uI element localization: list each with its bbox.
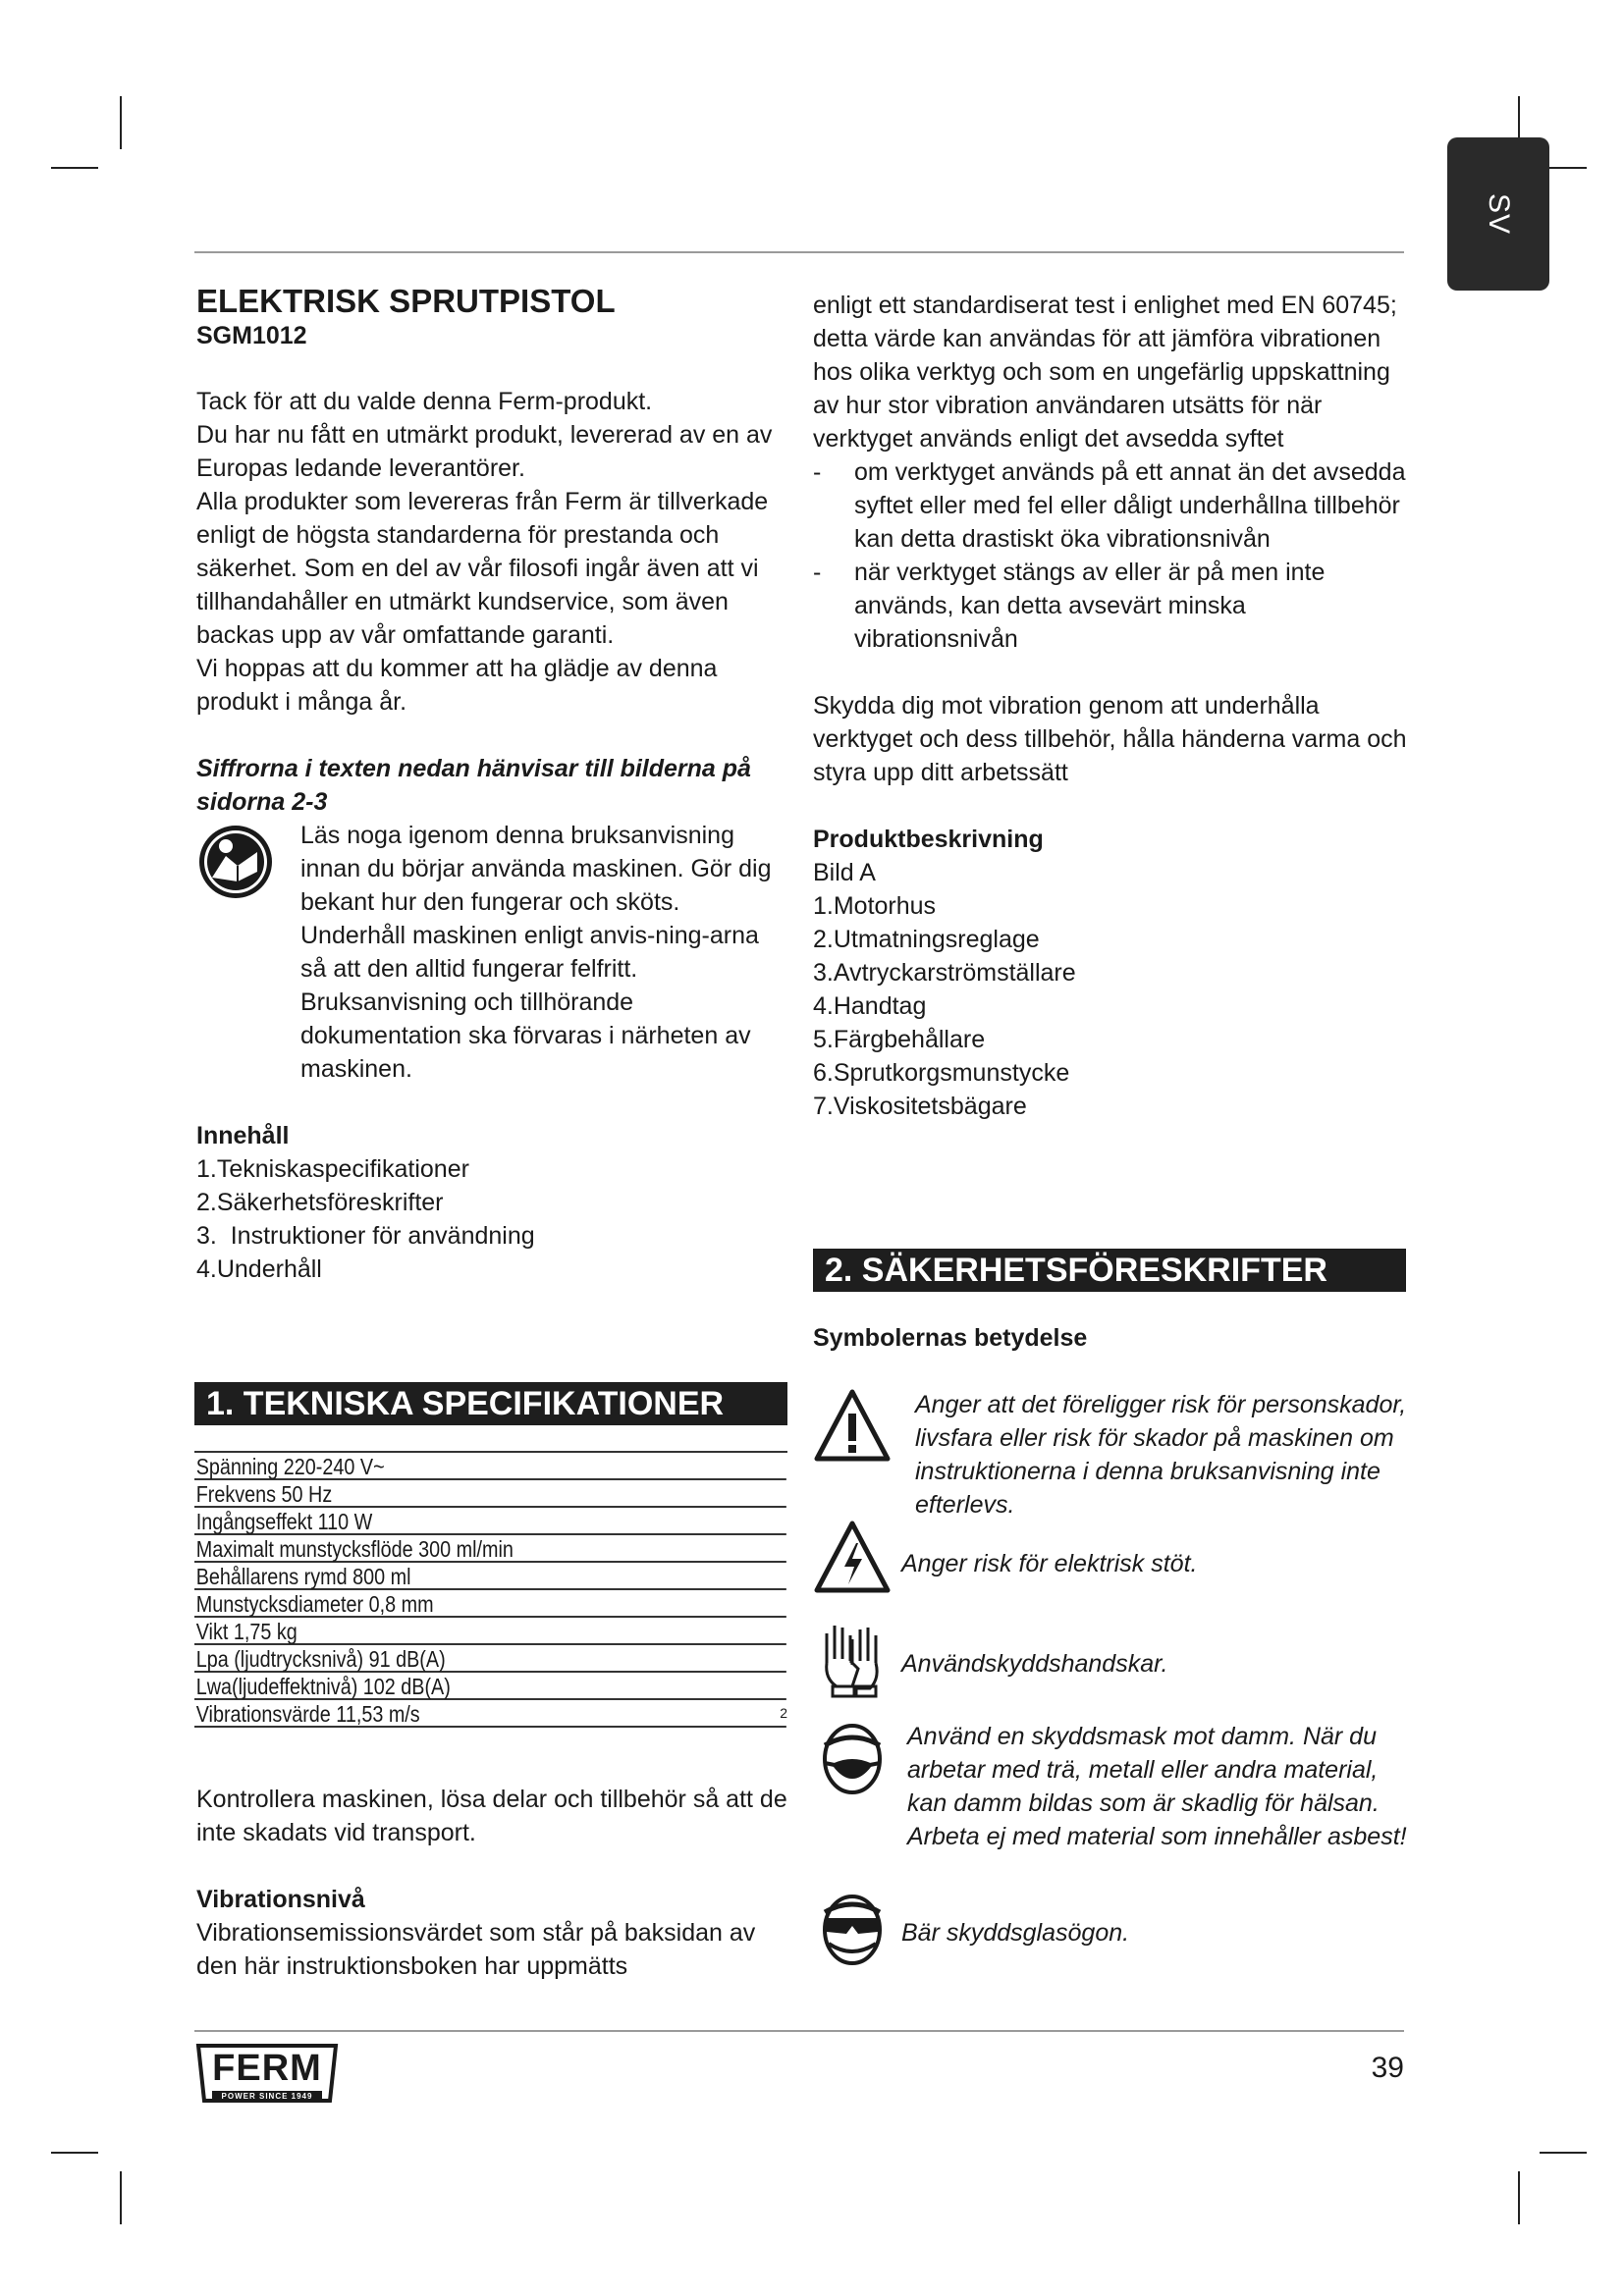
language-tab xyxy=(1447,137,1549,291)
product-part: 2.Utmatningsreglage xyxy=(813,926,1040,953)
spec-row: Spänning 220-240 V~ xyxy=(194,1453,786,1480)
product-part: 5.Färgbehållare xyxy=(813,1026,986,1053)
vibration-heading: Vibrationsnivå xyxy=(196,1886,365,1913)
left-column xyxy=(196,283,790,1286)
symbol-row xyxy=(813,1889,1407,1976)
spec-row: Ingångseffekt 110 W xyxy=(194,1508,786,1535)
symbol-text: Anger risk för elektrisk stöt. xyxy=(901,1550,1198,1577)
safety-glasses-icon xyxy=(813,1889,901,1976)
contents-item: 1.Tekniskaspecifikationer xyxy=(196,1155,469,1183)
vibration-continued: enligt ett standardiserat test i enlighet med EN 60745; detta värde kan användas för att jämföra vibrationen hos olika verktyg och som en ungefärlig uppskattning av hur stor vibration användaren utsätts för när verktyget används enligt det avsedda syftet xyxy=(813,292,1397,453)
contents-item: 3. Instruktioner för användning xyxy=(196,1222,535,1250)
language-tab-label: SV xyxy=(1483,192,1515,236)
symbol-text: Anger att det föreligger risk för personskador, livsfara eller risk för skador på maskinen om instruktionerna i denna bruksanvisning inte efterlevs. xyxy=(915,1391,1407,1519)
intro-paragraph: Vi hoppas att du kommer att ha glädje av denna produkt i många år. xyxy=(196,655,718,716)
protect-text: Skydda dig mot vibration genom att underhålla verktyget och dess tillbehör, hålla händerna varma och styra upp ditt arbetssätt xyxy=(813,692,1407,786)
symbols-heading: Symbolernas betydelse xyxy=(813,1324,1088,1352)
section-1-title: 1. TEKNISKA SPECIFIKATIONER xyxy=(194,1382,787,1425)
symbol-row xyxy=(813,1520,1407,1599)
dash-item-text: om verktyget används på ett annat än det avsedda syftet eller med fel eller dåligt underhållna tillbehör kan detta drastiskt öka vibrationsnivån xyxy=(854,458,1406,553)
crop-mark xyxy=(120,96,122,149)
section-2-title: 2. SÄKERHETSFÖRESKRIFTER xyxy=(813,1249,1406,1292)
vibration-superscript: 2 xyxy=(780,1705,787,1721)
contents-item: 4.Underhåll xyxy=(196,1255,322,1283)
page-number: 39 xyxy=(1371,2052,1404,2084)
dash-item-text: när verktyget stängs av eller är på men inte används, kan detta avsevärt minska vibrationsnivån xyxy=(854,559,1326,653)
crop-mark xyxy=(120,2171,122,2224)
bottom-rule xyxy=(194,2030,1404,2032)
left-column-bottom xyxy=(196,1783,790,1983)
contents-item: 2.Säkerhetsföreskrifter xyxy=(196,1189,444,1216)
dash-list-item xyxy=(813,556,1407,656)
crop-mark xyxy=(51,167,98,169)
crop-mark xyxy=(1518,2171,1520,2224)
product-heading: Produktbeskrivning xyxy=(813,826,1044,853)
warning-triangle-icon xyxy=(813,1388,901,1522)
symbol-row xyxy=(813,1388,1407,1522)
electric-shock-icon xyxy=(813,1520,901,1599)
contents-heading: Innehåll xyxy=(196,1122,290,1149)
right-column xyxy=(813,289,1407,1123)
spec-row: Frekvens 50 Hz xyxy=(194,1480,786,1508)
model-number: SGM1012 xyxy=(196,322,307,349)
document-title: ELEKTRISK SPRUTPISTOL xyxy=(196,283,616,319)
spec-row: Lwa(ljudeffektnivå) 102 dB(A) xyxy=(194,1673,786,1700)
product-figure: Bild A xyxy=(813,859,876,886)
top-rule xyxy=(194,251,1404,253)
figures-note: Siffrorna i texten nedan hänvisar till bilderna på sidorna 2-3 xyxy=(196,755,751,816)
ferm-logo xyxy=(194,2042,340,2110)
spec-row: Vikt 1,75 kg xyxy=(194,1618,786,1645)
symbol-row xyxy=(813,1720,1407,1853)
symbol-text: Användskyddshandskar. xyxy=(901,1650,1168,1678)
dash-list-item xyxy=(813,455,1407,556)
product-part: 7.Viskositetsbägare xyxy=(813,1093,1027,1120)
spec-row: Maximalt munstycksflöde 300 ml/min xyxy=(194,1535,786,1563)
dash-bullet: - xyxy=(813,559,822,586)
symbols-heading-wrap xyxy=(813,1321,1407,1355)
spec-row: Lpa (ljudtrycksnivå) 91 dB(A) xyxy=(194,1645,786,1673)
spec-row: Vibrationsvärde 11,53 m/s xyxy=(194,1700,786,1728)
dust-mask-icon xyxy=(813,1720,901,1853)
gloves-icon xyxy=(813,1618,901,1703)
crop-mark xyxy=(1540,2152,1587,2154)
logo-tagline: POWER SINCE 1949 xyxy=(221,2092,313,2101)
symbol-text: Bär skyddsglasögon. xyxy=(901,1919,1130,1947)
read-manual-icon xyxy=(196,819,300,1086)
spec-row: Munstycksdiameter 0,8 mm xyxy=(194,1590,786,1618)
product-part: 1.Motorhus xyxy=(813,892,937,920)
logo-text: FERM xyxy=(212,2048,322,2089)
intro-paragraph: Du har nu fått en utmärkt produkt, levererad av en av Europas ledande leverantörer. xyxy=(196,421,773,482)
read-manual-text: Läs noga igenom denna bruksanvisning innan du börjar använda maskinen. Gör dig bekant hur den fungerar och sköts. Underhåll maskinen enligt anvis-ning-arna så att den alltid fungerar felfritt. Bruksanvisning och tillhörande dokumentation ska förvaras i närheten av maskinen. xyxy=(300,822,772,1083)
product-part: 3.Avtryckarströmställare xyxy=(813,959,1076,987)
crop-mark xyxy=(51,2152,98,2154)
intro-paragraph: Alla produkter som levereras från Ferm är tillverkade enligt de högsta standarderna för prestanda och säkerhet. Som en del av vår filosofi ingår även att vi tillhandahåller en utmärkt kundservice, som även backas upp av vår omfattande garanti. xyxy=(196,488,769,649)
product-part: 4.Handtag xyxy=(813,992,927,1020)
spec-table xyxy=(194,1451,787,1728)
symbol-row xyxy=(813,1618,1407,1703)
dash-bullet: - xyxy=(813,458,822,486)
spec-row: Behållarens rymd 800 ml xyxy=(194,1563,786,1590)
symbol-text: Använd en skyddsmask mot damm. När du arbetar med trä, metall eller andra material, kan damm bildas som är skadlig för hälsan. Arbeta ej med material som innehåller asbest! xyxy=(907,1723,1407,1850)
check-text: Kontrollera maskinen, lösa delar och tillbehör så att de inte skadats vid transport. xyxy=(196,1786,787,1846)
vibration-text: Vibrationsemissionsvärdet som står på baksidan av den här instruktionsboken har uppmätts xyxy=(196,1919,756,1980)
product-part: 6.Sprutkorgsmunstycke xyxy=(813,1059,1070,1087)
intro-paragraph: Tack för att du valde denna Ferm-produkt. xyxy=(196,388,653,415)
